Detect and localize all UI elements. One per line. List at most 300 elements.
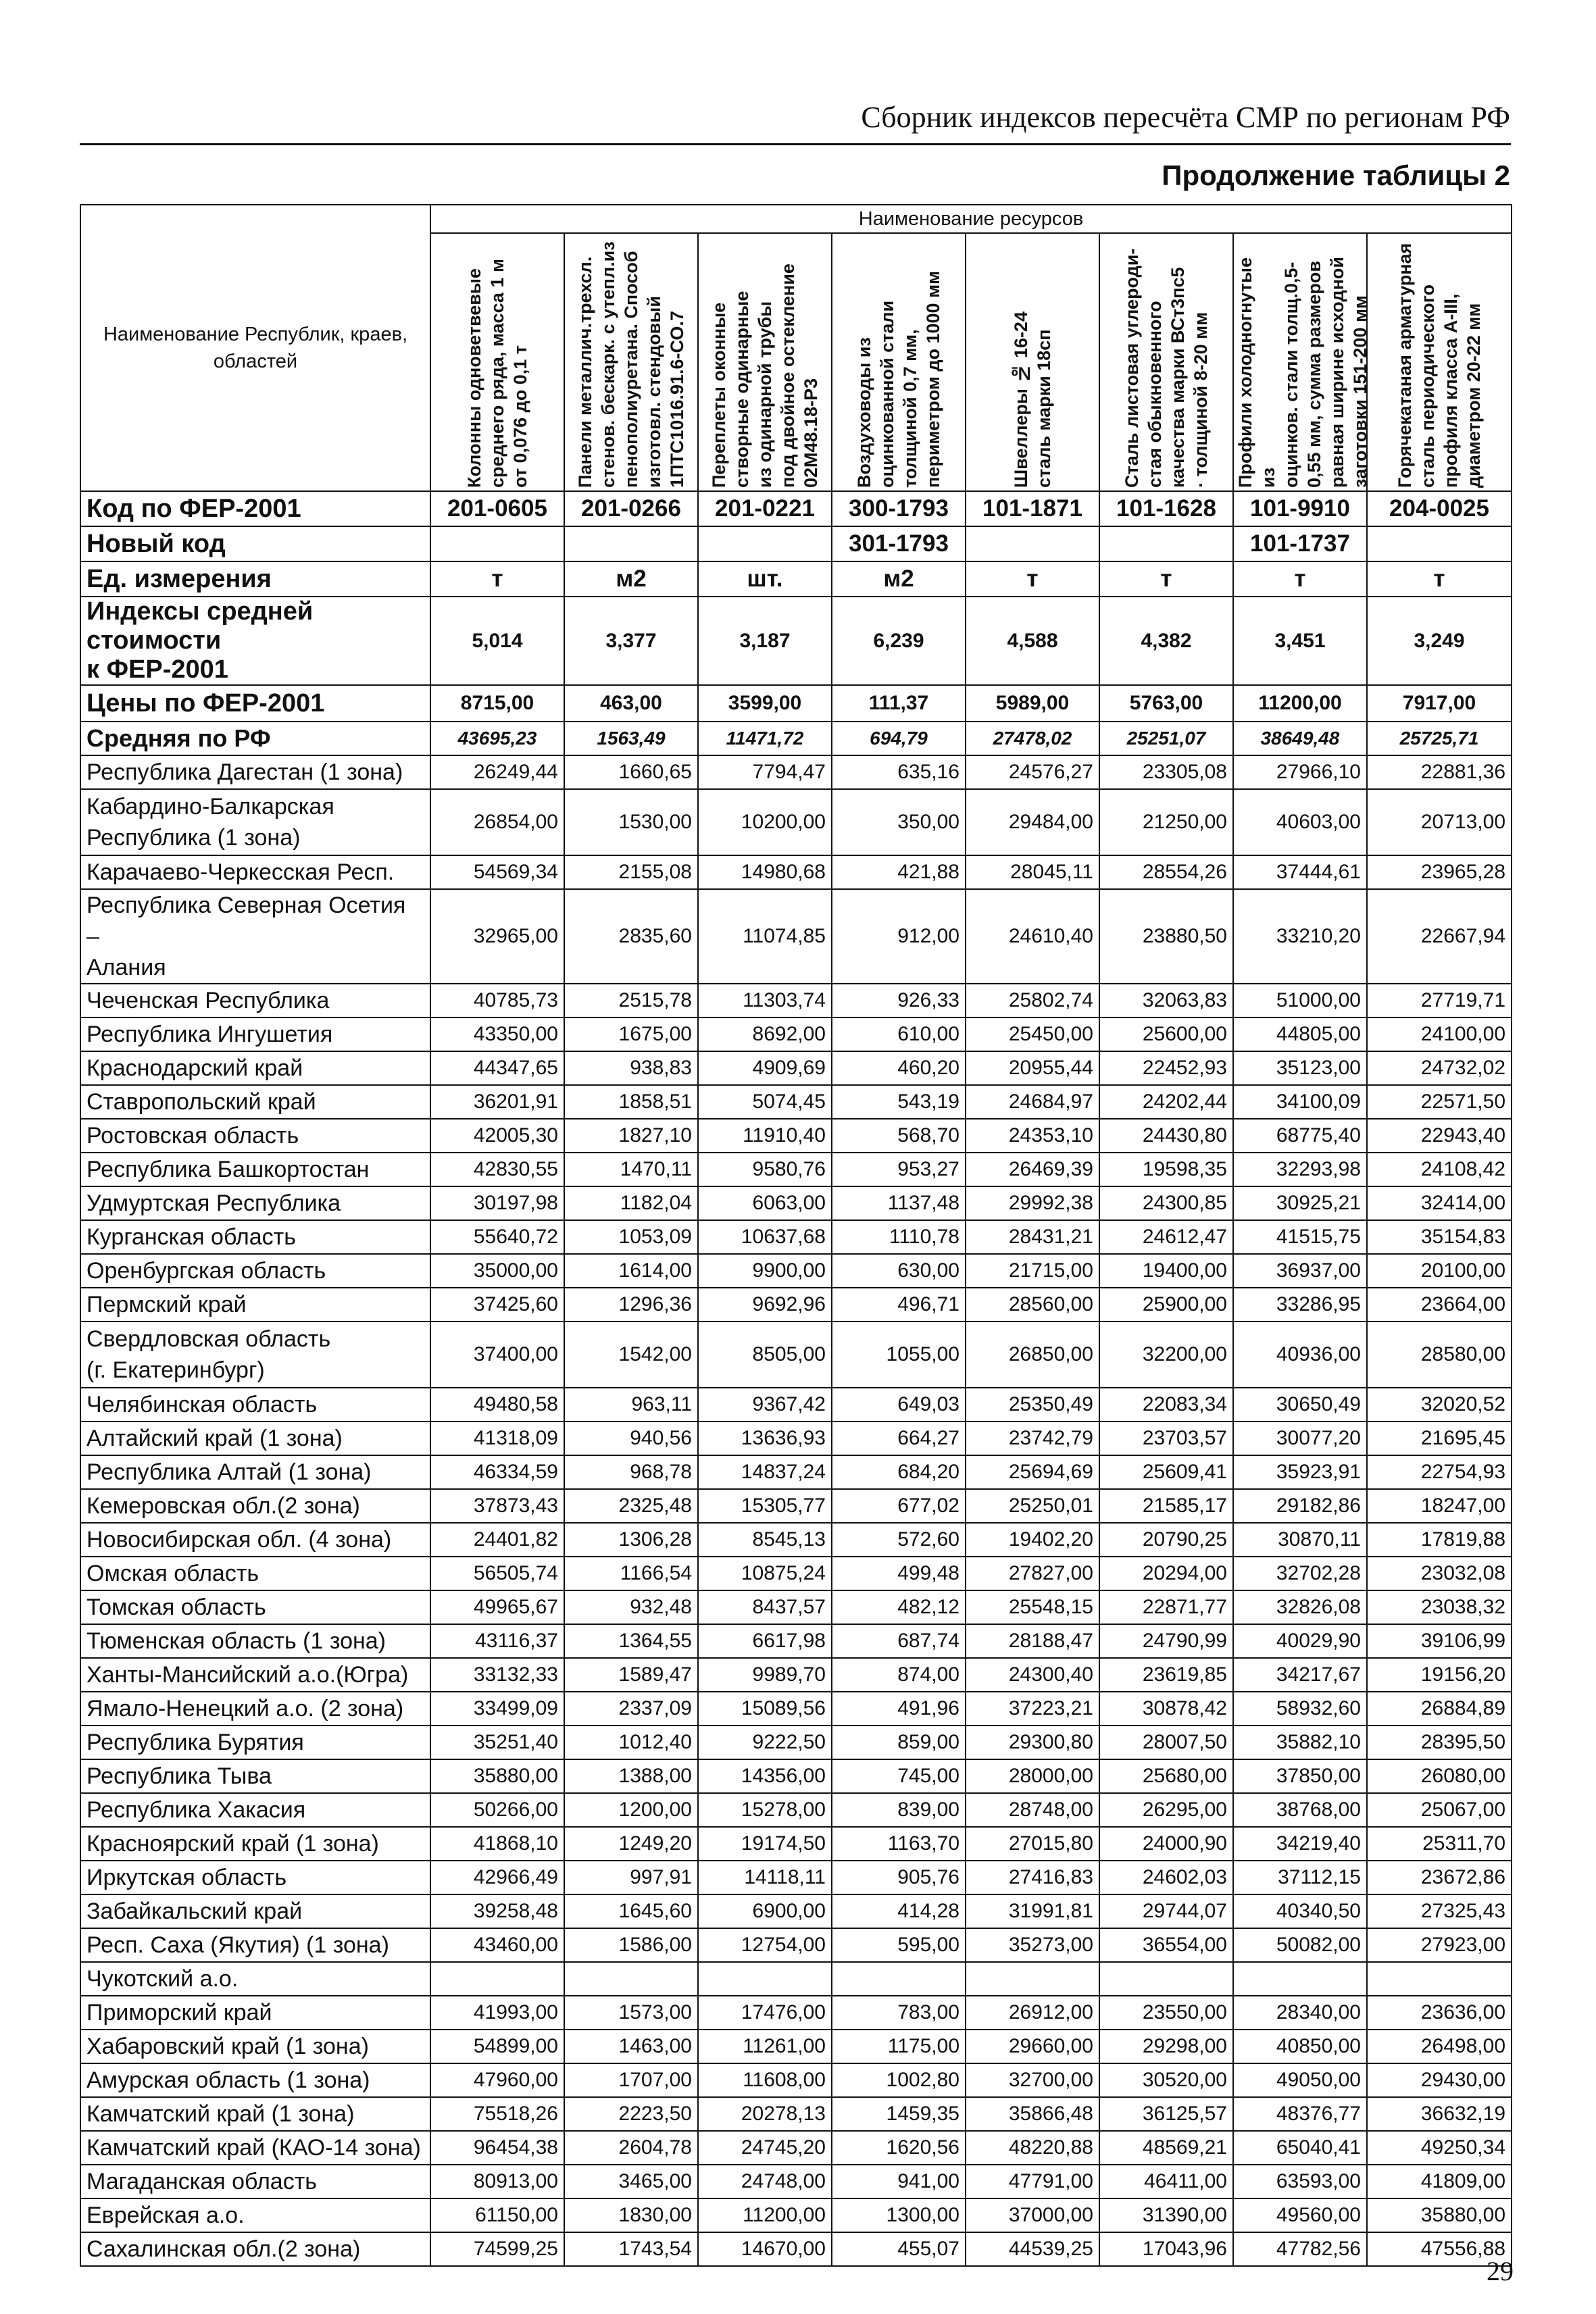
value-cell: 350,00 — [832, 789, 966, 855]
value-cell: 24612,47 — [1099, 1220, 1233, 1254]
value-cell: 1053,09 — [564, 1220, 698, 1254]
value-cell: 27478,02 — [966, 722, 1099, 755]
value-cell: 859,00 — [832, 1726, 966, 1759]
value-cell: 43695,23 — [430, 722, 564, 755]
value-cell: 37444,61 — [1233, 855, 1367, 889]
row-label: Красноярский край (1 зона) — [80, 1827, 430, 1861]
value-cell: 463,00 — [564, 685, 698, 722]
row-label: Сахалинская обл.(2 зона) — [80, 2232, 430, 2266]
resource-column-header — [1233, 233, 1370, 491]
region-row — [80, 1928, 1512, 1962]
value-cell: 33132,33 — [430, 1658, 564, 1692]
value-cell: 40785,73 — [430, 984, 564, 1017]
value-cell: 33499,09 — [430, 1692, 564, 1726]
region-row — [80, 2232, 1512, 2266]
region-row — [80, 1051, 1512, 1085]
value-cell: 10637,68 — [698, 1220, 832, 1254]
value-cell: 37223,21 — [966, 1692, 1099, 1726]
index-row — [80, 597, 1512, 685]
value-cell — [966, 1962, 1099, 1996]
value-cell: 6063,00 — [698, 1186, 832, 1220]
value-cell: 31390,00 — [1099, 2198, 1233, 2232]
region-row — [80, 889, 1512, 984]
region-row — [80, 1962, 1512, 1996]
value-cell: 1573,00 — [564, 1996, 698, 2030]
value-cell: 28340,00 — [1233, 1996, 1367, 2030]
value-cell: 25311,70 — [1367, 1827, 1512, 1861]
value-cell: 25450,00 — [966, 1017, 1099, 1051]
value-cell: 28188,47 — [966, 1624, 1099, 1658]
fer-code-row — [80, 491, 1512, 526]
region-row — [80, 1624, 1512, 1658]
value-cell: 968,78 — [564, 1455, 698, 1489]
resource-column-header — [430, 233, 564, 491]
value-cell: 23636,00 — [1367, 1996, 1512, 2030]
value-cell: 35880,00 — [1367, 2198, 1512, 2232]
value-cell: 10875,24 — [698, 1557, 832, 1590]
value-cell: 36201,91 — [430, 1085, 564, 1119]
row-label: Забайкальский край — [80, 1894, 430, 1928]
value-cell: 24602,03 — [1099, 1861, 1233, 1894]
value-cell: 14670,00 — [698, 2232, 832, 2266]
region-row — [80, 1422, 1512, 1455]
value-cell — [1367, 526, 1512, 561]
value-cell: 1055,00 — [832, 1322, 966, 1388]
unit-row — [80, 561, 1512, 597]
region-row — [80, 1827, 1512, 1861]
value-cell: 50266,00 — [430, 1793, 564, 1827]
value-cell: 25694,69 — [966, 1455, 1099, 1489]
value-cell: 23550,00 — [1099, 1996, 1233, 2030]
value-cell: 839,00 — [832, 1793, 966, 1827]
value-cell: 8692,00 — [698, 1017, 832, 1051]
region-row — [80, 1017, 1512, 1051]
value-cell: 9222,50 — [698, 1726, 832, 1759]
value-cell: 49050,00 — [1233, 2063, 1367, 2097]
value-cell: 80913,00 — [430, 2165, 564, 2198]
value-cell: 29300,80 — [966, 1726, 1099, 1759]
region-row — [80, 1557, 1512, 1590]
header-rule — [80, 143, 1511, 145]
value-cell: 25900,00 — [1099, 1288, 1233, 1322]
value-cell: 24100,00 — [1367, 1017, 1512, 1051]
row-label: Курганская область — [80, 1220, 430, 1254]
value-cell: 40029,90 — [1233, 1624, 1367, 1658]
region-row — [80, 1153, 1512, 1186]
value-cell: 23742,79 — [966, 1422, 1099, 1455]
value-cell: 30650,49 — [1233, 1388, 1367, 1422]
value-cell: 24108,42 — [1367, 1153, 1512, 1186]
value-cell: 25680,00 — [1099, 1759, 1233, 1793]
value-cell: 36632,19 — [1367, 2097, 1512, 2131]
value-cell: 3,249 — [1367, 597, 1512, 685]
value-cell: 1827,10 — [564, 1119, 698, 1153]
row-label: Удмуртская Республика — [80, 1186, 430, 1220]
value-cell: 23305,08 — [1099, 755, 1233, 789]
value-cell: 6900,00 — [698, 1894, 832, 1928]
row-label: Ед. измерения — [80, 561, 430, 597]
value-cell: 46334,59 — [430, 1455, 564, 1489]
value-cell — [430, 1962, 564, 1996]
value-cell: 27325,43 — [1367, 1894, 1512, 1928]
value-cell: 912,00 — [832, 889, 966, 984]
value-cell: 38768,00 — [1233, 1793, 1367, 1827]
value-cell: 926,33 — [832, 984, 966, 1017]
value-cell: 953,27 — [832, 1153, 966, 1186]
value-cell: 745,00 — [832, 1759, 966, 1793]
value-cell: 1542,00 — [564, 1322, 698, 1388]
value-cell: 938,83 — [564, 1051, 698, 1085]
value-cell: 783,00 — [832, 1996, 966, 2030]
value-cell: 26854,00 — [430, 789, 564, 855]
value-cell: 694,79 — [832, 722, 966, 755]
value-cell: 301-1793 — [832, 526, 966, 561]
value-cell: 25600,00 — [1099, 1017, 1233, 1051]
value-cell: 74599,25 — [430, 2232, 564, 2266]
value-cell: 11074,85 — [698, 889, 832, 984]
value-cell: 201-0266 — [564, 491, 698, 526]
value-cell: 27827,00 — [966, 1557, 1099, 1590]
value-cell: 19400,00 — [1099, 1254, 1233, 1288]
value-cell: 23664,00 — [1367, 1288, 1512, 1322]
value-cell: 1707,00 — [564, 2063, 698, 2097]
row-label: Чеченская Республика — [80, 984, 430, 1017]
resource-column-label: Сталь листовая углероди- стая обыкновенного качества марки ВСт3пс5 · толщиной 8-20 мм — [1122, 248, 1211, 488]
value-cell: 572,60 — [832, 1523, 966, 1557]
value-cell: 5763,00 — [1099, 685, 1233, 722]
value-cell: 63593,00 — [1233, 2165, 1367, 2198]
row-label: Томская область — [80, 1590, 430, 1624]
resource-column-header — [698, 233, 832, 491]
row-label: Свердловская область (г. Екатеринбург) — [80, 1322, 430, 1388]
value-cell: 30077,20 — [1233, 1422, 1367, 1455]
value-cell: 1463,00 — [564, 2030, 698, 2063]
value-cell: 26295,00 — [1099, 1793, 1233, 1827]
value-cell: 997,91 — [564, 1861, 698, 1894]
value-cell: 29484,00 — [966, 789, 1099, 855]
value-cell: 22452,93 — [1099, 1051, 1233, 1085]
value-cell: 26884,89 — [1367, 1692, 1512, 1726]
region-row — [80, 1254, 1512, 1288]
value-cell: т — [1233, 561, 1367, 597]
value-cell: 13636,93 — [698, 1422, 832, 1455]
value-cell: 35154,83 — [1367, 1220, 1512, 1254]
value-cell: 568,70 — [832, 1119, 966, 1153]
value-cell: 29660,00 — [966, 2030, 1099, 2063]
value-cell: 1163,70 — [832, 1827, 966, 1861]
value-cell: 5989,00 — [966, 685, 1099, 722]
value-cell: 20713,00 — [1367, 789, 1512, 855]
value-cell: 14356,00 — [698, 1759, 832, 1793]
price-index-table — [80, 204, 1512, 2267]
value-cell: 55640,72 — [430, 1220, 564, 1254]
value-cell: 34217,67 — [1233, 1658, 1367, 1692]
resource-column-header — [966, 233, 1099, 491]
value-cell: 40340,50 — [1233, 1894, 1367, 1928]
value-cell: 204-0025 — [1367, 491, 1512, 526]
value-cell: 14837,24 — [698, 1455, 832, 1489]
row-label: Приморский край — [80, 1996, 430, 2030]
row-label: Республика Тыва — [80, 1759, 430, 1793]
value-cell: 17043,96 — [1099, 2232, 1233, 2266]
row-label: Цены по ФЕР-2001 — [80, 685, 430, 722]
value-cell: 15278,00 — [698, 1793, 832, 1827]
value-cell: 58932,60 — [1233, 1692, 1367, 1726]
value-cell: 21715,00 — [966, 1254, 1099, 1288]
value-cell: 1645,60 — [564, 1894, 698, 1928]
value-cell: 29992,38 — [966, 1186, 1099, 1220]
value-cell: 8505,00 — [698, 1322, 832, 1388]
region-row — [80, 1489, 1512, 1523]
value-cell: 49480,58 — [430, 1388, 564, 1422]
value-cell: 24748,00 — [698, 2165, 832, 2198]
value-cell: 25067,00 — [1367, 1793, 1512, 1827]
value-cell: 47782,56 — [1233, 2232, 1367, 2266]
value-cell: 23880,50 — [1099, 889, 1233, 984]
value-cell: 29298,00 — [1099, 2030, 1233, 2063]
value-cell: 8545,13 — [698, 1523, 832, 1557]
value-cell: 664,27 — [832, 1422, 966, 1455]
row-label: Ростовская область — [80, 1119, 430, 1153]
value-cell: 24576,27 — [966, 755, 1099, 789]
value-cell: 50082,00 — [1233, 1928, 1367, 1962]
value-cell: 11261,00 — [698, 2030, 832, 2063]
value-cell: 12754,00 — [698, 1928, 832, 1962]
value-cell: 26498,00 — [1367, 2030, 1512, 2063]
value-cell: 15089,56 — [698, 1692, 832, 1726]
value-cell: 61150,00 — [430, 2198, 564, 2232]
value-cell: 41809,00 — [1367, 2165, 1512, 2198]
value-cell: 421,88 — [832, 855, 966, 889]
row-label: Код по ФЕР-2001 — [80, 491, 430, 526]
value-cell: 47556,88 — [1367, 2232, 1512, 2266]
value-cell: 51000,00 — [1233, 984, 1367, 1017]
value-cell: 610,00 — [832, 1017, 966, 1051]
region-row — [80, 1186, 1512, 1220]
value-cell: 29430,00 — [1367, 2063, 1512, 2097]
value-cell: 28045,11 — [966, 855, 1099, 889]
value-cell — [698, 1962, 832, 1996]
value-cell: 19598,35 — [1099, 1153, 1233, 1186]
value-cell: 26912,00 — [966, 1996, 1099, 2030]
row-label: Алтайский край (1 зона) — [80, 1422, 430, 1455]
value-cell: 35251,40 — [430, 1726, 564, 1759]
value-cell: 201-0605 — [430, 491, 564, 526]
resource-column-header — [1099, 233, 1233, 491]
value-cell: 35882,10 — [1233, 1726, 1367, 1759]
row-label: Ямало-Ненецкий а.о. (2 зона) — [80, 1692, 430, 1726]
row-label: Чукотский а.о. — [80, 1962, 430, 1996]
value-cell: 37425,60 — [430, 1288, 564, 1322]
value-cell: м2 — [832, 561, 966, 597]
region-row — [80, 2165, 1512, 2198]
value-cell: 300-1793 — [832, 491, 966, 526]
value-cell: 49560,00 — [1233, 2198, 1367, 2232]
value-cell: 23672,86 — [1367, 1861, 1512, 1894]
value-cell — [1099, 1962, 1233, 1996]
value-cell: 455,07 — [832, 2232, 966, 2266]
value-cell: 677,02 — [832, 1489, 966, 1523]
value-cell: 6617,98 — [698, 1624, 832, 1658]
value-cell: 43350,00 — [430, 1017, 564, 1051]
resource-column-label: Профили холодногнутые из оцинков. стали толщ.0,5- 0,55 мм, сумма размеров равная ширине исходной заготовки 151-200 мм — [1235, 257, 1370, 488]
value-cell: 24684,97 — [966, 1085, 1099, 1119]
row-label: Республика Башкортостан — [80, 1153, 430, 1186]
value-cell: 30197,98 — [430, 1186, 564, 1220]
value-cell: 1563,49 — [564, 722, 698, 755]
value-cell: 46411,00 — [1099, 2165, 1233, 2198]
value-cell: 40936,00 — [1233, 1322, 1367, 1388]
value-cell: 1182,04 — [564, 1186, 698, 1220]
value-cell: 20100,00 — [1367, 1254, 1512, 1288]
value-cell: 24300,85 — [1099, 1186, 1233, 1220]
resource-column-header — [564, 233, 698, 491]
value-cell: 35000,00 — [430, 1254, 564, 1288]
row-label: Респ. Саха (Якутия) (1 зона) — [80, 1928, 430, 1962]
region-row — [80, 2063, 1512, 2097]
value-cell: 36554,00 — [1099, 1928, 1233, 1962]
value-cell — [564, 526, 698, 561]
value-cell: 22667,94 — [1367, 889, 1512, 984]
value-cell — [1367, 1962, 1512, 1996]
value-cell: 2337,09 — [564, 1692, 698, 1726]
value-cell: 49965,67 — [430, 1590, 564, 1624]
region-row — [80, 1119, 1512, 1153]
value-cell: 20278,13 — [698, 2097, 832, 2131]
value-cell: 43116,37 — [430, 1624, 564, 1658]
value-cell: 44347,65 — [430, 1051, 564, 1085]
value-cell: 482,12 — [832, 1590, 966, 1624]
value-cell: 35923,91 — [1233, 1455, 1367, 1489]
value-cell: 48220,88 — [966, 2131, 1099, 2165]
value-cell: 491,96 — [832, 1692, 966, 1726]
value-cell: 25548,15 — [966, 1590, 1099, 1624]
value-cell: 6,239 — [832, 597, 966, 685]
value-cell: 932,48 — [564, 1590, 698, 1624]
value-cell: 460,20 — [832, 1051, 966, 1085]
value-cell: 26469,39 — [966, 1153, 1099, 1186]
value-cell: 29182,86 — [1233, 1489, 1367, 1523]
row-label: Кабардино-Балкарская Республика (1 зона) — [80, 789, 430, 855]
value-cell: 37873,43 — [430, 1489, 564, 1523]
value-cell: 19174,50 — [698, 1827, 832, 1861]
value-cell: 25802,74 — [966, 984, 1099, 1017]
value-cell: 26249,44 — [430, 755, 564, 789]
value-cell: 22754,93 — [1367, 1455, 1512, 1489]
value-cell: 37400,00 — [430, 1322, 564, 1388]
resource-column-label: Воздуховоды из оцинкованной стали толщиной 0,7 мм, периметром до 1000 мм — [854, 270, 943, 488]
value-cell: 1470,11 — [564, 1153, 698, 1186]
row-label: Индексы средней стоимости к ФЕР-2001 — [80, 597, 430, 685]
region-row — [80, 2198, 1512, 2232]
row-label: Республика Дагестан (1 зона) — [80, 755, 430, 789]
value-cell: 1830,00 — [564, 2198, 698, 2232]
value-cell: 111,37 — [832, 685, 966, 722]
value-cell: 874,00 — [832, 1658, 966, 1692]
value-cell: 33286,95 — [1233, 1288, 1367, 1322]
value-cell: 41868,10 — [430, 1827, 564, 1861]
value-cell: 19402,20 — [966, 1523, 1099, 1557]
value-cell: 1110,78 — [832, 1220, 966, 1254]
value-cell: 39258,48 — [430, 1894, 564, 1928]
value-cell: 21695,45 — [1367, 1422, 1512, 1455]
resource-column-label: Переплеты оконные створные одинарные из одинарной трубы под двойное остекление 02М48.18-Р3 — [709, 263, 821, 488]
value-cell: 1660,65 — [564, 755, 698, 789]
value-cell: 26850,00 — [966, 1322, 1099, 1388]
row-label: Омская область — [80, 1557, 430, 1590]
value-cell: 1620,56 — [832, 2131, 966, 2165]
table-continuation-label: Продолжение таблицы 2 — [1162, 159, 1510, 191]
region-row — [80, 1894, 1512, 1928]
value-cell: 27416,83 — [966, 1861, 1099, 1894]
row-label: Краснодарский край — [80, 1051, 430, 1085]
row-label: Камчатский край (КАО-14 зона) — [80, 2131, 430, 2165]
value-cell: 68775,40 — [1233, 1119, 1367, 1153]
value-cell: 1459,35 — [832, 2097, 966, 2131]
value-cell: т — [1099, 561, 1233, 597]
region-row — [80, 1322, 1512, 1388]
value-cell: 23619,85 — [1099, 1658, 1233, 1692]
value-cell: 28007,50 — [1099, 1726, 1233, 1759]
value-cell: 414,28 — [832, 1894, 966, 1928]
value-cell: 1388,00 — [564, 1759, 698, 1793]
value-cell: 8715,00 — [430, 685, 564, 722]
value-cell: 44805,00 — [1233, 1017, 1367, 1051]
value-cell: 47960,00 — [430, 2063, 564, 2097]
value-cell: т — [430, 561, 564, 597]
value-cell: 23038,32 — [1367, 1590, 1512, 1624]
value-cell: 34219,40 — [1233, 1827, 1367, 1861]
value-cell: 3,451 — [1233, 597, 1367, 685]
value-cell: 37850,00 — [1233, 1759, 1367, 1793]
value-cell: 9580,76 — [698, 1153, 832, 1186]
value-cell: 630,00 — [832, 1254, 966, 1288]
value-cell: 40850,00 — [1233, 2030, 1367, 2063]
region-row — [80, 1759, 1512, 1793]
row-label: Новый код — [80, 526, 430, 561]
region-row — [80, 1220, 1512, 1254]
row-label: Иркутская область — [80, 1861, 430, 1894]
value-cell: 11200,00 — [698, 2198, 832, 2232]
value-cell: 36125,57 — [1099, 2097, 1233, 2131]
value-cell: 7794,47 — [698, 755, 832, 789]
resources-header: Наименование ресурсов — [430, 205, 1512, 233]
value-cell: 101-1628 — [1099, 491, 1233, 526]
value-cell: 1675,00 — [564, 1017, 698, 1051]
region-row — [80, 1996, 1512, 2030]
value-cell: 23032,08 — [1367, 1557, 1512, 1590]
value-cell: 48569,21 — [1099, 2131, 1233, 2165]
row-label: Кемеровская обл.(2 зона) — [80, 1489, 430, 1523]
value-cell: 42005,30 — [430, 1119, 564, 1153]
value-cell: 1300,00 — [832, 2198, 966, 2232]
value-cell: 2835,60 — [564, 889, 698, 984]
value-cell: 33210,20 — [1233, 889, 1367, 984]
value-cell: 32965,00 — [430, 889, 564, 984]
value-cell: 37112,15 — [1233, 1861, 1367, 1894]
value-cell: 32826,08 — [1233, 1590, 1367, 1624]
value-cell — [1099, 526, 1233, 561]
value-cell: 101-1871 — [966, 491, 1099, 526]
value-cell: 22943,40 — [1367, 1119, 1512, 1153]
value-cell: 5074,45 — [698, 1085, 832, 1119]
value-cell: 35866,48 — [966, 2097, 1099, 2131]
region-row — [80, 1692, 1512, 1726]
value-cell: 30870,11 — [1233, 1523, 1367, 1557]
value-cell: 19156,20 — [1367, 1658, 1512, 1692]
value-cell: 22881,36 — [1367, 755, 1512, 789]
row-label: Ставропольский край — [80, 1085, 430, 1119]
